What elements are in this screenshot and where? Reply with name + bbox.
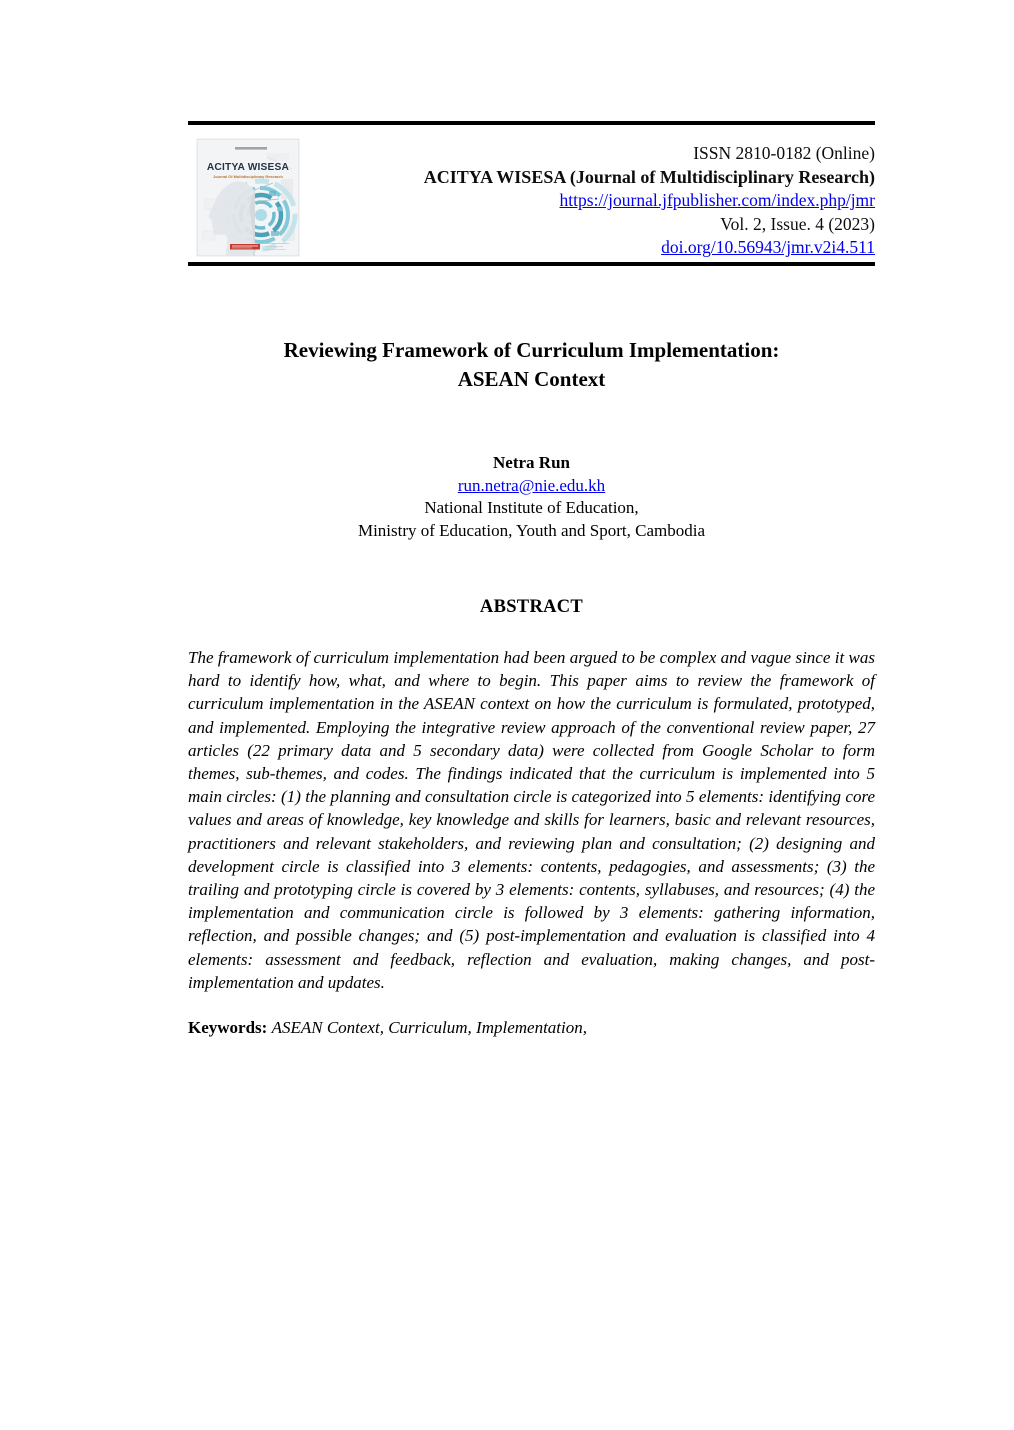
cover-title: ACITYA WISESA — [206, 162, 290, 173]
header-doi-link[interactable]: doi.org/10.56943/jmr.v2i4.511 — [661, 237, 875, 258]
paper-title-line2: ASEAN Context — [457, 367, 606, 391]
abstract-body: The framework of curriculum implementation had been argued to be complex and vague since it was hard to identify how, what, and where to begin. This paper aims to review the framework of curriculum implementation in the ASEAN context on how the curriculum is formulated, prototyped, and implemented. Employing the integrative review approach of the conventional review paper, 27 articles (22 primary data and 5 secondary data) were collected from Google Scholar to form themes, sub-themes, and codes. The findings indicated that the curriculum is implemented into 5 main circles: (1) the planning and consultation circle is categorized into 5 elements: identifying core values and areas of knowledge, key knowledge and skills for learners, basic and relevant resources, practitioners and relevant stakeholders, and reviewing plan and consultation; (2) designing and development circle is classified into 3 elements: contents, pedagogies, and assessments; (3) the trailing and prototyping circle is covered by 3 elements: contents, syllabuses, and resources; (4) the implementation and communication circle is followed by 3 elements: gathering information, reflection, and possible changes; and (5) post-implementation and evaluation is classified into 4 elements: assessment and feedback, reflection and evaluation, making changes, and post-implementation and updates. — [188, 648, 875, 992]
header-journal-url-link[interactable]: https://journal.jfpublisher.com/index.php/jmr — [559, 190, 875, 211]
header-journal-name: ACITYA WISESA (Journal of Multidisciplinary Research) — [423, 166, 875, 187]
paper-title-line1: Reviewing Framework of Curriculum Implementation: — [283, 338, 780, 362]
header-issn: ISSN 2810-0182 (Online) — [693, 143, 875, 163]
keywords-value: ASEAN Context, Curriculum, Implementation, — [271, 1018, 587, 1037]
author-name: Netra Run — [493, 453, 570, 472]
keywords-line — [188, 1018, 875, 1038]
cover-subtitle: Journal Of Multidisciplinary Research — [213, 174, 283, 179]
author-block — [188, 452, 875, 542]
author-affiliation-line2: Ministry of Education, Youth and Sport, Cambodia — [357, 520, 706, 540]
journal-header-info — [255, 142, 875, 260]
keywords-label: Keywords: — [188, 1018, 268, 1037]
header-bottom-rule — [188, 262, 875, 266]
header-volume-issue: Vol. 2, Issue. 4 (2023) — [720, 213, 875, 234]
author-email-link[interactable]: run.netra@nie.edu.kh — [457, 475, 606, 495]
header-top-rule — [188, 121, 875, 125]
paper-title — [188, 336, 875, 394]
author-affiliation-line1: National Institute of Education, — [424, 498, 639, 517]
abstract-heading: ABSTRACT — [479, 597, 584, 617]
